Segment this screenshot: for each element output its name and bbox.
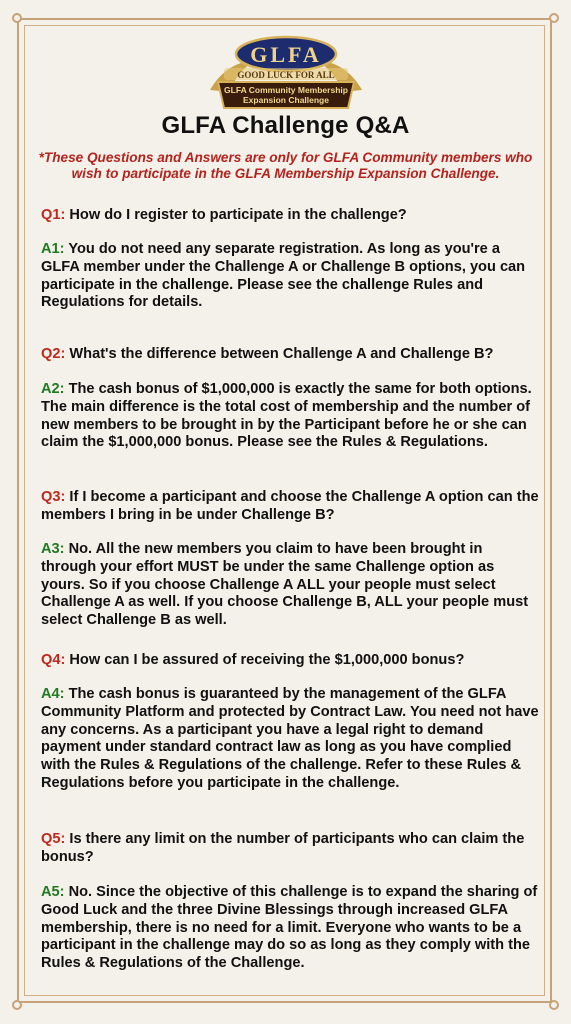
a-label: A1: <box>41 241 65 257</box>
a-label: A5: <box>41 884 65 900</box>
a-text: The cash bonus of $1,000,000 is exactly the same for both options. The main difference is the total cost of membership and the number of new members to be brought in by the Participant before he or she can claim the $1,000,000 bonus. Please see the Rules & Regulations. <box>41 381 532 451</box>
q-text: What's the difference between Challenge A and Challenge B? <box>69 346 494 362</box>
a-label: A3: <box>41 541 65 557</box>
a-text: The cash bonus is guaranteed by the management of the GLFA Community Platform and protected by Contract Law. You need not have any concerns. As a participant you have a legal right to demand payment under standard contract law as long as you have complied with the Rules & Regulations of the challenge. Refer to these Rules & Regulations before you participate in the challenge. <box>41 686 539 791</box>
answer-5 <box>41 884 541 973</box>
q-text: Is there any limit on the number of participants who can claim the bonus? <box>41 831 525 865</box>
disclaimer-note: *These Questions and Answers are only for GLFA Community members who wish to participate in the GLFA Membership Expansion Challenge. <box>38 150 533 181</box>
corner-ornament <box>549 1000 559 1010</box>
q-label: Q2: <box>41 346 66 362</box>
corner-ornament <box>12 1000 22 1010</box>
a-label: A4: <box>41 686 65 702</box>
glfa-logo <box>196 32 376 112</box>
corner-ornament <box>12 13 22 23</box>
answer-2 <box>41 381 541 452</box>
answer-3 <box>41 541 541 630</box>
a-text: No. Since the objective of this challenge is to expand the sharing of Good Luck and the three Divine Blessings through increased GLFA membership, there is no need for a limit. Everyone who wants to be a participant in the challenge may do so as long as they comply with the Rules & Regulations of the Challenge. <box>41 884 538 972</box>
question-5 <box>41 831 541 867</box>
question-1 <box>41 207 541 225</box>
logo-arc-text: GOOD LUCK FOR ALL <box>237 70 335 80</box>
corner-ornament <box>549 13 559 23</box>
a-text: No. All the new members you claim to have been brought in through your effort MUST be under the same Challenge option as yours. So if you choose Challenge A ALL your people must select Challenge A as well. If you choose Challenge B, ALL your people must select Challenge B as well. <box>41 541 529 629</box>
q-label: Q1: <box>41 207 66 223</box>
answer-4 <box>41 686 541 793</box>
logo-banner-line1: GLFA Community Membership <box>224 85 348 95</box>
q-label: Q3: <box>41 489 66 505</box>
q-text: How do I register to participate in the challenge? <box>69 207 407 223</box>
q-text: If I become a participant and choose the Challenge A option can the members I bring in be under Challenge B? <box>41 489 539 523</box>
q-label: Q5: <box>41 831 66 847</box>
question-3 <box>41 489 541 525</box>
page-title: GLFA Challenge Q&A <box>161 112 410 139</box>
answer-1 <box>41 241 541 312</box>
question-4 <box>41 652 541 670</box>
logo-letters: GLFA <box>250 42 322 67</box>
q-label: Q4: <box>41 652 66 668</box>
question-2 <box>41 346 541 364</box>
q-text: How can I be assured of receiving the $1,000,000 bonus? <box>69 652 465 668</box>
logo-banner-line2: Expansion Challenge <box>243 95 329 105</box>
a-label: A2: <box>41 381 65 397</box>
a-text: You do not need any separate registration. As long as you're a GLFA member under the Challenge A or Challenge B options, you can participate in the challenge. Please see the challenge Rules and Regulations for details. <box>41 241 526 311</box>
